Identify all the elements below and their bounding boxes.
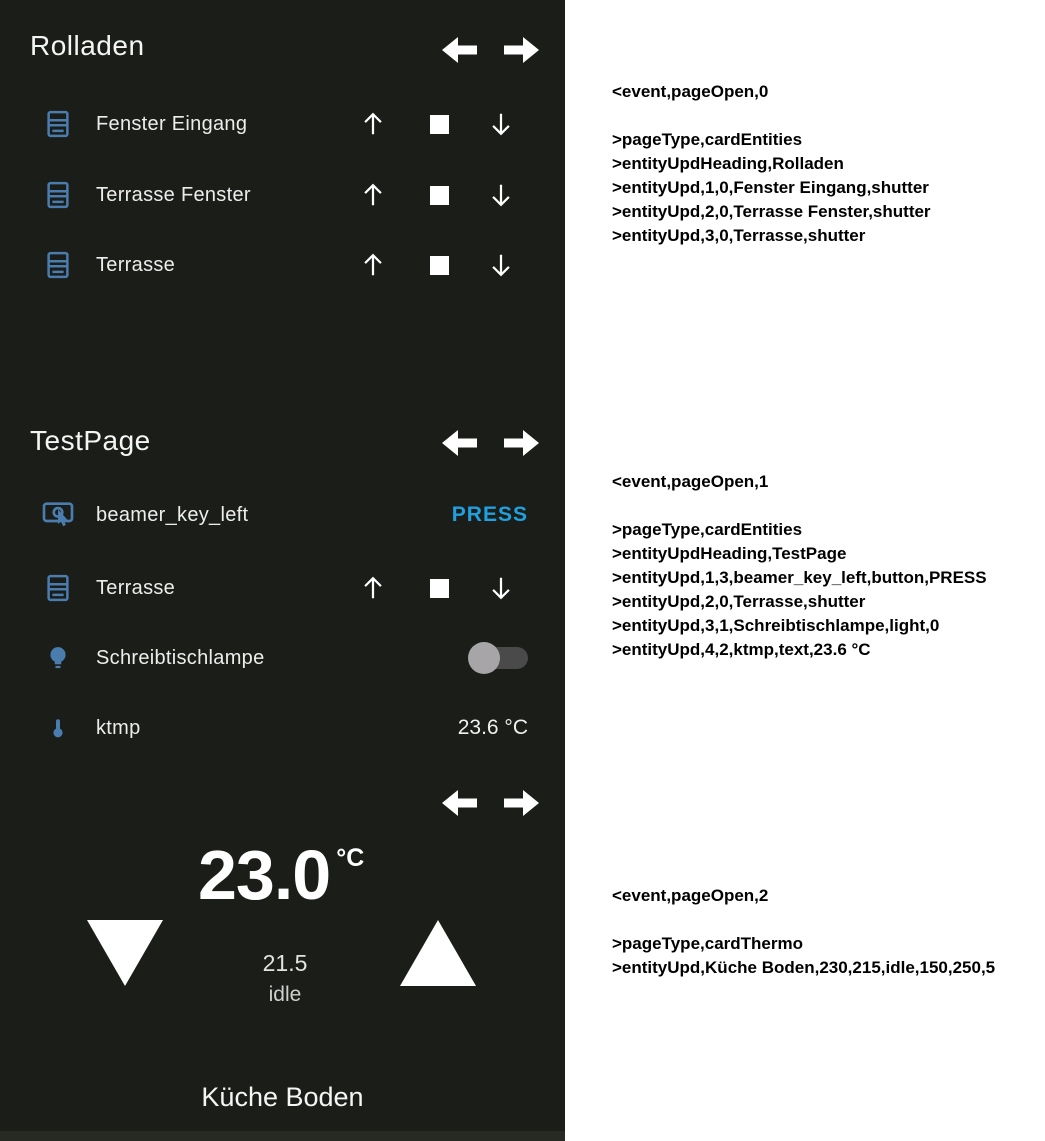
lightbulb-icon [40,635,76,681]
shutter-stop-button[interactable] [418,172,460,218]
protocol-line: >entityUpdHeading,Rolladen [612,154,844,173]
protocol-annotation-block-2 [612,470,987,662]
entity-label: beamer_key_left [96,504,249,526]
entity-row [0,242,565,288]
entity-row [0,565,565,611]
entity-label: Fenster Eingang [96,113,248,135]
protocol-annotation-block-3 [612,884,995,980]
protocol-line: >entityUpd,4,2,ktmp,text,23.6 °C [612,640,871,659]
card-heading: TestPage [30,425,151,456]
protocol-line: >entityUpd,1,0,Fenster Eingang,shutter [612,178,929,197]
shutter-down-button[interactable] [480,172,522,218]
shutter-up-button[interactable] [352,101,394,147]
temp-decrease-button[interactable] [86,918,164,988]
arrow-right-icon [504,36,540,64]
temperature-unit: °C [336,844,365,872]
toggle-knob [468,642,500,674]
arrow-left-icon [441,36,477,64]
shutter-down-button[interactable] [480,242,522,288]
shutter-up-button[interactable] [352,242,394,288]
arrow-right-icon [504,429,540,457]
entity-label: Terrasse [96,577,176,599]
thermometer-icon [40,705,76,751]
event-line: <event,pageOpen,1 [612,472,769,491]
stop-square-icon [430,186,449,205]
protocol-line: >pageType,cardEntities [612,130,803,149]
page-prev-button[interactable] [440,429,478,457]
current-temperature [198,836,365,914]
protocol-annotation-block-1 [612,80,931,248]
entity-row [0,492,565,538]
entity-label: ktmp [96,717,141,739]
event-line: <event,pageOpen,2 [612,886,769,905]
protocol-line: >entityUpd,1,3,beamer_key_left,button,PRESS [612,568,987,587]
entity-row [0,172,565,218]
page-next-button[interactable] [503,429,541,457]
stop-square-icon [430,579,449,598]
triangle-down-icon [86,918,164,988]
protocol-line: >pageType,cardEntities [612,520,803,539]
shutter-down-button[interactable] [480,101,522,147]
entity-label: Terrasse [96,254,176,276]
stop-square-icon [430,115,449,134]
hvac-state: idle [268,983,302,1006]
page-prev-button[interactable] [440,789,478,817]
entity-label: Terrasse Fenster [96,184,251,206]
protocol-line: >entityUpd,2,0,Terrasse Fenster,shutter [612,202,931,221]
card-heading: Rolladen [30,30,145,61]
shutter-up-button[interactable] [352,565,394,611]
light-toggle-switch[interactable] [468,642,528,674]
page-prev-button[interactable] [440,36,478,64]
protocol-line: >entityUpdHeading,TestPage [612,544,847,563]
arrow-left-icon [441,429,477,457]
protocol-line: >pageType,cardThermo [612,934,803,953]
window-shutter-icon [40,242,76,288]
shutter-stop-button[interactable] [418,565,460,611]
current-temperature-value: 23.0 [198,836,331,914]
entity-row [0,635,565,681]
entity-label: Schreibtischlampe [96,647,265,669]
protocol-line: >entityUpd,Küche Boden,230,215,idle,150,250,5 [612,958,996,977]
protocol-line: >entityUpd,2,0,Terrasse,shutter [612,592,866,611]
arrow-right-icon [504,789,540,817]
entity-row [0,705,565,751]
entity-row [0,101,565,147]
protocol-line: >entityUpd,3,1,Schreibtischlampe,light,0 [612,616,940,635]
stop-square-icon [430,256,449,275]
arrow-left-icon [441,789,477,817]
target-temperature: 21.5 [262,950,308,976]
shutter-down-button[interactable] [480,565,522,611]
page-next-button[interactable] [503,36,541,64]
triangle-up-icon [399,918,477,988]
protocol-line: >entityUpd,3,0,Terrasse,shutter [612,226,866,245]
shutter-stop-button[interactable] [418,101,460,147]
shutter-up-button[interactable] [352,172,394,218]
window-shutter-icon [40,565,76,611]
gesture-tap-button-icon [40,492,76,538]
window-shutter-icon [40,101,76,147]
event-line: <event,pageOpen,0 [612,82,769,101]
press-button[interactable]: PRESS [451,503,528,526]
sensor-value: 23.6 °C [457,716,528,739]
shutter-stop-button[interactable] [418,242,460,288]
panel-bottom-edge [0,1131,565,1141]
window-shutter-icon [40,172,76,218]
thermo-title: Küche Boden [201,1082,364,1112]
temp-increase-button[interactable] [399,918,477,988]
page-next-button[interactable] [503,789,541,817]
